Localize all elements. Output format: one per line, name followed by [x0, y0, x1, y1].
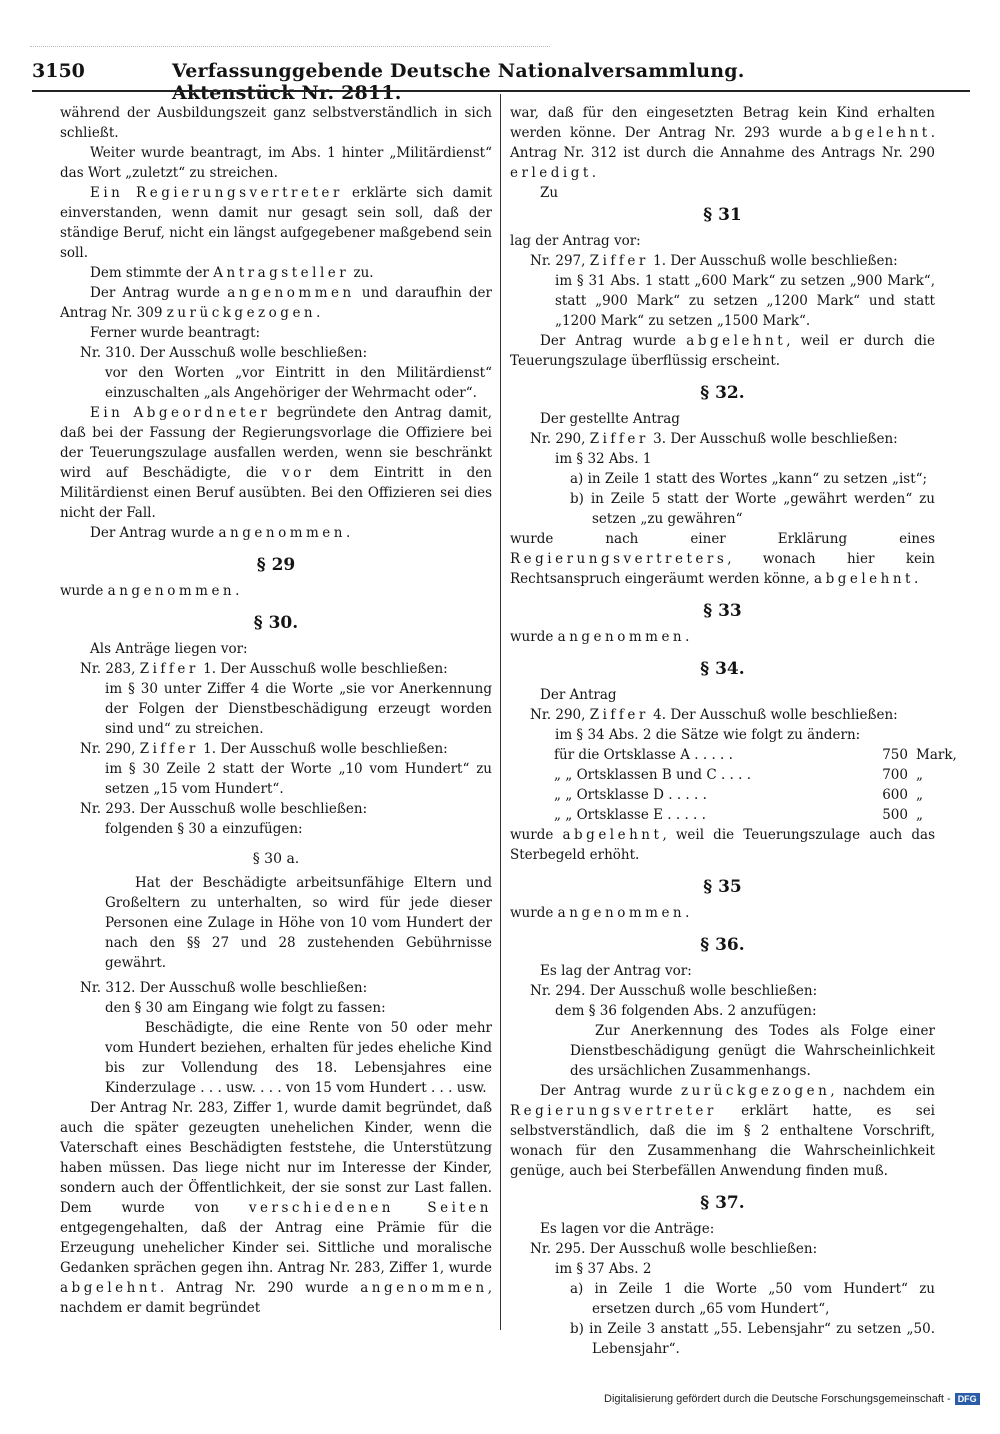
motion-text: im § 32 Abs. 1: [555, 451, 652, 467]
section-heading: § 34.: [700, 659, 745, 679]
motion-item: b) in Zeile 5 statt der Worte „gewährt werden“ zu setzen „zu gewähren“: [570, 491, 935, 527]
paragraph: Als Anträge liegen vor:: [90, 641, 248, 657]
table-row: [550, 805, 975, 825]
section-heading: § 36.: [700, 935, 745, 955]
motion-item: a) in Zeile 1 die Worte „50 vom Hundert“ zu ersetzen durch „65 vom Hundert“,: [570, 1281, 935, 1317]
paragraph: Der Antrag wurde zurückgezogen, nachdem ein Regierungsvertreter erklärt hatte, es sei selbstverständlich, daß die im § 2 enthaltene Vorschrift, wonach für den Zusammenhang die Wahrscheinlichkeit genüge, auch bei Sterbefällen Anwendung finden muß.: [510, 1083, 935, 1179]
paragraph: Der Antrag wurde abgelehnt, weil er durch die Teuerungszulage überflüssig erscheint.: [510, 333, 935, 369]
table-row: [550, 745, 975, 765]
motion-310: Nr. 310. Der Ausschuß wolle beschließen:: [80, 345, 368, 361]
table-cell: für die Ortsklasse A . . . . .: [554, 747, 733, 763]
table-cell: 500: [882, 807, 908, 823]
paragraph: Weiter wurde beantragt, im Abs. 1 hinter „Militärdienst“ das Wort „zuletzt“ zu streichen.: [60, 145, 492, 181]
motion-283: Nr. 283, Ziffer 1. Der Ausschuß wolle beschließen:: [80, 661, 448, 677]
paragraph: wurde angenommen.: [510, 905, 690, 921]
paragraph: Zu: [540, 185, 559, 201]
paragraph: Ein Abgeordneter begründete den Antrag damit, daß bei der Fassung der Regierungsvorlage die Offiziere bei der Teuerungszulage ausfallen werden, wenn sie beschränkt wird auf Beschädigte, die vor dem Eintritt in den Militärdienst einen Beruf ausübten. Bei den Offizieren sei dies nicht der Fall.: [60, 405, 492, 521]
motion-text: folgenden § 30 a einzufügen:: [105, 821, 303, 837]
paragraph: während der Ausbildungszeit ganz selbstverständlich in sich schließt.: [60, 105, 492, 141]
motion-text: dem § 36 folgenden Abs. 2 anzufügen:: [555, 1003, 817, 1019]
page-header: [32, 58, 838, 104]
motion-290-3: Nr. 290, Ziffer 3. Der Ausschuß wolle beschließen:: [530, 431, 898, 447]
scan-artifact: [30, 46, 550, 53]
column-divider: [500, 94, 501, 1330]
motion-item: b) in Zeile 3 anstatt „55. Lebensjahr“ zu setzen „50. Lebensjahr“.: [570, 1321, 935, 1357]
rate-table: [550, 745, 975, 825]
section-heading: § 32.: [700, 383, 745, 403]
paragraph: Der gestellte Antrag: [540, 411, 680, 427]
table-cell: „: [916, 807, 923, 823]
motion-text: im § 37 Abs. 2: [555, 1261, 652, 1277]
table-cell: „: [916, 787, 923, 803]
table-row: [550, 785, 975, 805]
table-cell: 750: [882, 747, 908, 763]
section-heading: § 35: [703, 877, 742, 897]
table-cell: 600: [882, 787, 908, 803]
motion-text: im § 30 unter Ziffer 4 die Worte „sie vor Anerkennung der Folgen der Dienstbeschädigung erzeugt worden sind und“ zu streichen.: [105, 681, 492, 737]
paragraph: war, daß für den eingesetzten Betrag kein Kind erhalten werden könne. Der Antrag Nr. 293 wurde abgelehnt. Antrag Nr. 312 ist durch die Annahme des Antrags Nr. 290 erledigt.: [510, 105, 935, 181]
paragraph: Der Antrag wurde angenommen und daraufhin der Antrag Nr. 309 zurückgezogen.: [60, 285, 492, 321]
section-heading: § 29: [256, 555, 296, 575]
paragraph: Der Antrag: [540, 687, 617, 703]
footer: [604, 1393, 980, 1405]
paragraph: wurde nach einer Erklärung eines Regierungsvertreters, wonach hier kein Rechtsanspruch eingeräumt werden könne, abgelehnt.: [510, 531, 935, 587]
paragraph: Es lagen vor die Anträge:: [540, 1221, 715, 1237]
motion-text: den § 30 am Eingang wie folgt zu fassen:: [105, 1000, 386, 1016]
motion-290-4: Nr. 290, Ziffer 4. Der Ausschuß wolle beschließen:: [530, 707, 898, 723]
motion-294: Nr. 294. Der Ausschuß wolle beschließen:: [530, 983, 818, 999]
section-heading: § 30.: [253, 613, 299, 633]
table-cell: 700: [882, 767, 908, 783]
motion-item: a) in Zeile 1 statt des Wortes „kann“ zu setzen „ist“;: [570, 471, 928, 487]
motion-text: im § 34 Abs. 2 die Sätze wie folgt zu ändern:: [555, 727, 861, 743]
motion-293: Nr. 293. Der Ausschuß wolle beschließen:: [80, 801, 368, 817]
page-number: 3150: [32, 60, 85, 82]
paragraph: wurde abgelehnt, weil die Teuerungszulage auch das Sterbegeld erhöht.: [510, 827, 935, 863]
subsection-heading: § 30 a.: [252, 851, 300, 867]
right-column: [510, 103, 957, 1359]
table-cell: „ „ Ortsklasse E . . . . .: [554, 807, 706, 823]
quoted-text: Beschädigte, die eine Rente von 50 oder mehr vom Hundert beziehen, erhalten für jedes eheliche Kind bis zur Vollendung des 18. Lebensjahres eine Kinderzulage . . . usw. . . . von 15 vom Hundert . . . usw.: [105, 1020, 492, 1096]
section-heading: § 37.: [700, 1193, 745, 1213]
left-column: [60, 103, 492, 1318]
dfg-logo: DFG: [955, 1393, 980, 1405]
motion-312: Nr. 312. Der Ausschuß wolle beschließen:: [80, 980, 368, 996]
table-cell: Mark,: [916, 747, 957, 763]
paragraph: wurde angenommen.: [510, 629, 690, 645]
paragraph: lag der Antrag vor:: [510, 233, 641, 249]
paragraph: Es lag der Antrag vor:: [540, 963, 692, 979]
paragraph: Ein Regierungsvertreter erklärte sich damit einverstanden, wenn damit nur gesagt sein soll, daß der ständige Beruf, nicht ein längst aufgegebener maßgebend sein soll.: [60, 185, 493, 261]
quoted-text: Hat der Beschädigte arbeitsunfähige Eltern und Großeltern zu unterhalten, so wird für jede dieser Personen eine Zulage in Höhe von 10 vom Hundert der nach den §§ 27 und 28 zustehenden Gebührnisse gewährt.: [105, 875, 492, 971]
section-heading: § 31: [703, 205, 742, 225]
footer-text: Digitalisierung gefördert durch die Deutsche Forschungsgemeinschaft -: [604, 1393, 951, 1405]
motion-text: vor den Worten „vor Eintritt in den Militärdienst“ einzuschalten „als Angehöriger der Wehrmacht oder“.: [105, 365, 492, 401]
paragraph: Dem stimmte der Antragsteller zu.: [90, 265, 374, 281]
motion-text: im § 31 Abs. 1 statt „600 Mark“ zu setzen „900 Mark“, statt „900 Mark“ zu setzen „1200 Mark“ und statt „1200 Mark“ zu setzen „1500 Mark“.: [555, 273, 935, 329]
paragraph: Der Antrag Nr. 283, Ziffer 1, wurde damit begründet, daß auch die später gezeugten unehelichen Kinder, wenn die Vaterschaft eines Beschädigten feststehe, die Unterstützung haben müssen. Das liege nicht nur im Interesse der Kinder, sondern auch der Öffentlichkeit, der sie sonst zur Last fallen. Dem wurde von verschiedenen Seiten entgegengehalten, daß der Antrag eine Prämie für die Erzeugung unehelicher Kinder sei. Sittliche und moralische Gedanken sprächen gegen ihn. Antrag Nr. 283, Ziffer 1, wurde abgelehnt. Antrag Nr. 290 wurde angenommen, nachdem er damit begründet: [60, 1100, 492, 1316]
paragraph: wurde angenommen.: [60, 583, 240, 599]
table-cell: „: [916, 767, 923, 783]
quoted-text: Zur Anerkennung des Todes als Folge einer Dienstbeschädigung genügt die Wahrscheinlichkeit des ursächlichen Zusammenhangs.: [570, 1023, 935, 1079]
motion-text: im § 30 Zeile 2 statt der Worte „10 vom Hundert“ zu setzen „15 vom Hundert“.: [105, 761, 492, 797]
paragraph: Der Antrag wurde angenommen.: [90, 525, 351, 541]
motion-290: Nr. 290, Ziffer 1. Der Ausschuß wolle beschließen:: [80, 741, 448, 757]
header-rule: [32, 90, 970, 92]
paragraph: Ferner wurde beantragt:: [90, 325, 261, 341]
table-cell: „ „ Ortsklassen B und C . . . .: [554, 767, 752, 783]
motion-297: Nr. 297, Ziffer 1. Der Ausschuß wolle beschließen:: [530, 253, 898, 269]
section-heading: § 33: [703, 601, 742, 621]
motion-295: Nr. 295. Der Ausschuß wolle beschließen:: [530, 1241, 818, 1257]
table-row: [550, 765, 975, 785]
page-title: Verfassunggebende Deutsche Nationalversammlung. Aktenstück Nr. 2811.: [172, 60, 745, 104]
table-cell: „ „ Ortsklasse D . . . . .: [554, 787, 707, 803]
